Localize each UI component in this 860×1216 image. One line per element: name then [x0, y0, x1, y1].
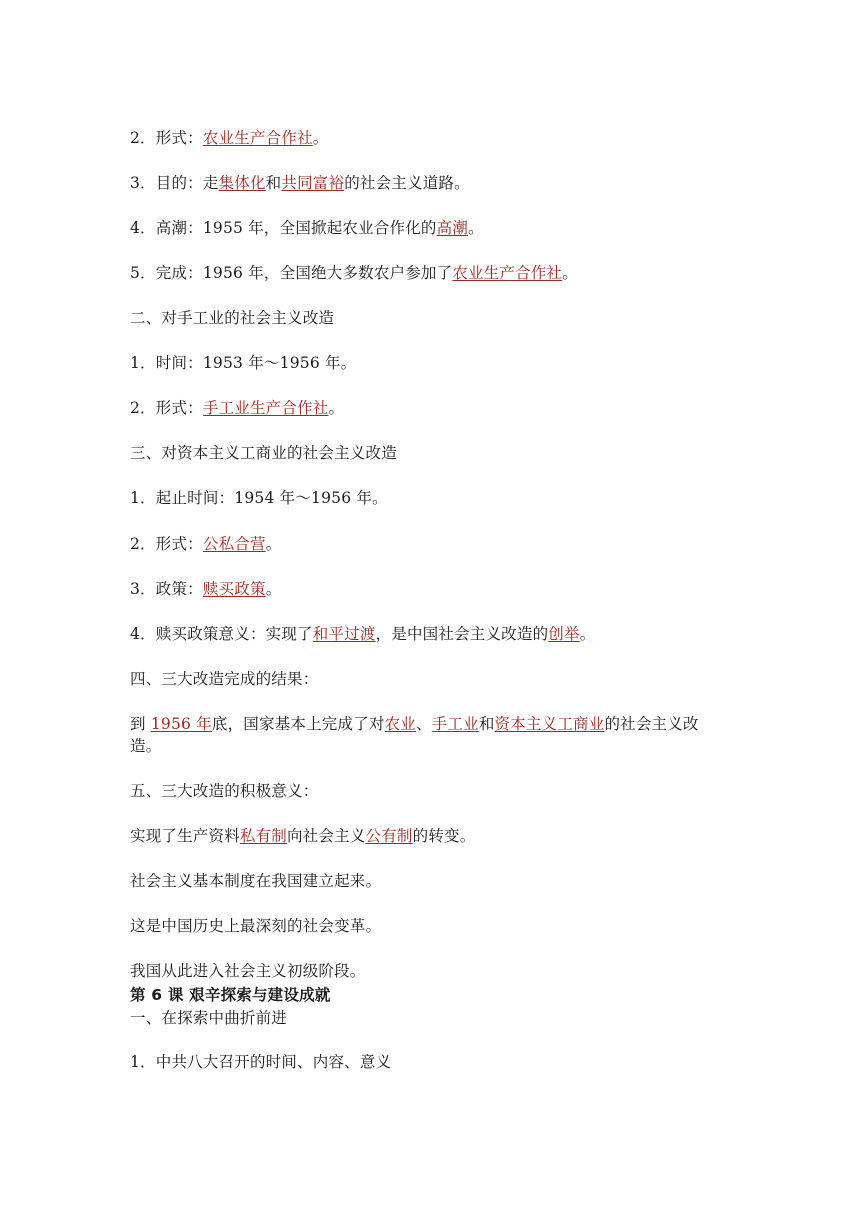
text-span: 5．完成：1956 年，全国绝大多数农户参加了: [130, 264, 453, 282]
answer-highlight: 农业生产合作社: [202, 129, 313, 147]
answer-highlight: 农业生产合作社: [452, 264, 563, 282]
text-span: 1．起止时间：1954 年～1956 年。: [130, 489, 388, 507]
text-span: 2．形式：: [130, 535, 203, 553]
text-span: 4．高潮：1955 年，全国掀起农业合作化的: [130, 219, 437, 237]
text-line-climax: [130, 218, 484, 238]
text-line-form-agriculture: [130, 128, 328, 148]
answer-highlight: 公私合营: [202, 535, 266, 553]
section-heading-exploration: [130, 1008, 287, 1028]
text-line-completion: [130, 263, 578, 283]
lesson-title: [130, 985, 330, 1005]
answer-highlight: 和平过渡: [312, 625, 376, 643]
text-line-policy: [130, 579, 281, 599]
text-span: 一、在探索中曲折前进: [130, 1009, 288, 1027]
text-span: 。: [562, 264, 578, 282]
section-heading-significance: [130, 781, 318, 801]
answer-highlight: 共同富裕: [281, 174, 345, 192]
answer-highlight: 1956 年: [150, 715, 212, 733]
answer-highlight: 农业: [384, 715, 417, 733]
text-span: 和: [265, 174, 282, 192]
section-heading-handicraft: [130, 308, 334, 328]
text-span: 。: [312, 129, 329, 147]
text-span: 。: [328, 399, 345, 417]
text-span: 和: [478, 715, 495, 733]
text-span: 社会主义基本制度在我国建立起来。: [130, 872, 382, 890]
text-paragraph-results: [130, 713, 730, 757]
section-heading-capitalist: [130, 443, 397, 463]
text-line-purpose: [130, 173, 470, 193]
answer-highlight: 手工业: [431, 715, 479, 733]
text-span: 。: [265, 580, 282, 598]
answer-highlight: 创举: [548, 625, 580, 643]
text-span: 底，国家基本上完成了对: [211, 715, 385, 733]
answer-highlight: 公有制: [365, 827, 413, 845]
text-line-transformation: [130, 916, 381, 936]
text-span: 。: [579, 625, 596, 643]
text-line-form-handicraft: [130, 398, 344, 418]
answer-highlight: 手工业生产合作社: [202, 399, 329, 417]
text-line-time-handicraft: [130, 353, 356, 373]
text-span: 四、三大改造完成的结果：: [130, 670, 319, 688]
text-line-period-capitalist: [130, 488, 388, 508]
answer-highlight: 私有制: [239, 827, 288, 845]
answer-highlight: 集体化: [218, 174, 266, 192]
text-span: 。: [468, 219, 484, 237]
text-span: 4．赎买政策意义：实现了: [130, 625, 313, 643]
text-span: 我国从此进入社会主义初级阶段。: [130, 962, 366, 980]
text-span: 3．政策：: [130, 580, 203, 598]
text-span: 的转变。: [412, 827, 476, 845]
answer-highlight: 赎买政策: [202, 580, 266, 598]
text-line-ownership: [130, 826, 475, 846]
text-span: 第 6 课 艰辛探索与建设成就: [130, 986, 331, 1004]
section-heading-results: [130, 669, 318, 689]
answer-highlight: 高潮: [436, 219, 469, 237]
text-span: 3．目的：走: [130, 174, 219, 192]
text-span: 到: [130, 715, 151, 733]
text-span: 的社会主义道路。: [344, 174, 470, 192]
text-line-system: [130, 871, 381, 891]
text-span: 实现了生产资料: [130, 827, 240, 845]
text-line-policy-significance: [130, 624, 595, 644]
text-line-eighth-congress: [130, 1052, 391, 1072]
text-span: ，是中国社会主义改造的: [375, 625, 549, 643]
text-span: 。: [265, 535, 282, 553]
text-line-primary-stage: [130, 961, 366, 981]
text-span: 的社会主义改造。: [130, 715, 699, 755]
text-span: 1．中共八大召开的时间、内容、意义: [130, 1053, 392, 1071]
text-span: 三、对资本主义工商业的社会主义改造: [130, 444, 397, 462]
text-span: 这是中国历史上最深刻的社会变革。: [130, 917, 382, 935]
text-span: 2．形式：: [130, 399, 203, 417]
text-span: 二、对手工业的社会主义改造: [130, 309, 335, 327]
text-span: 、: [416, 715, 432, 733]
text-line-form-capitalist: [130, 534, 281, 554]
text-span: 1．时间：1953 年～1956 年。: [130, 354, 357, 372]
text-span: 2．形式：: [130, 129, 203, 147]
text-span: 向社会主义: [287, 827, 366, 845]
answer-highlight: 资本主义工商业: [494, 715, 605, 733]
text-span: 五、三大改造的积极意义：: [130, 782, 319, 800]
